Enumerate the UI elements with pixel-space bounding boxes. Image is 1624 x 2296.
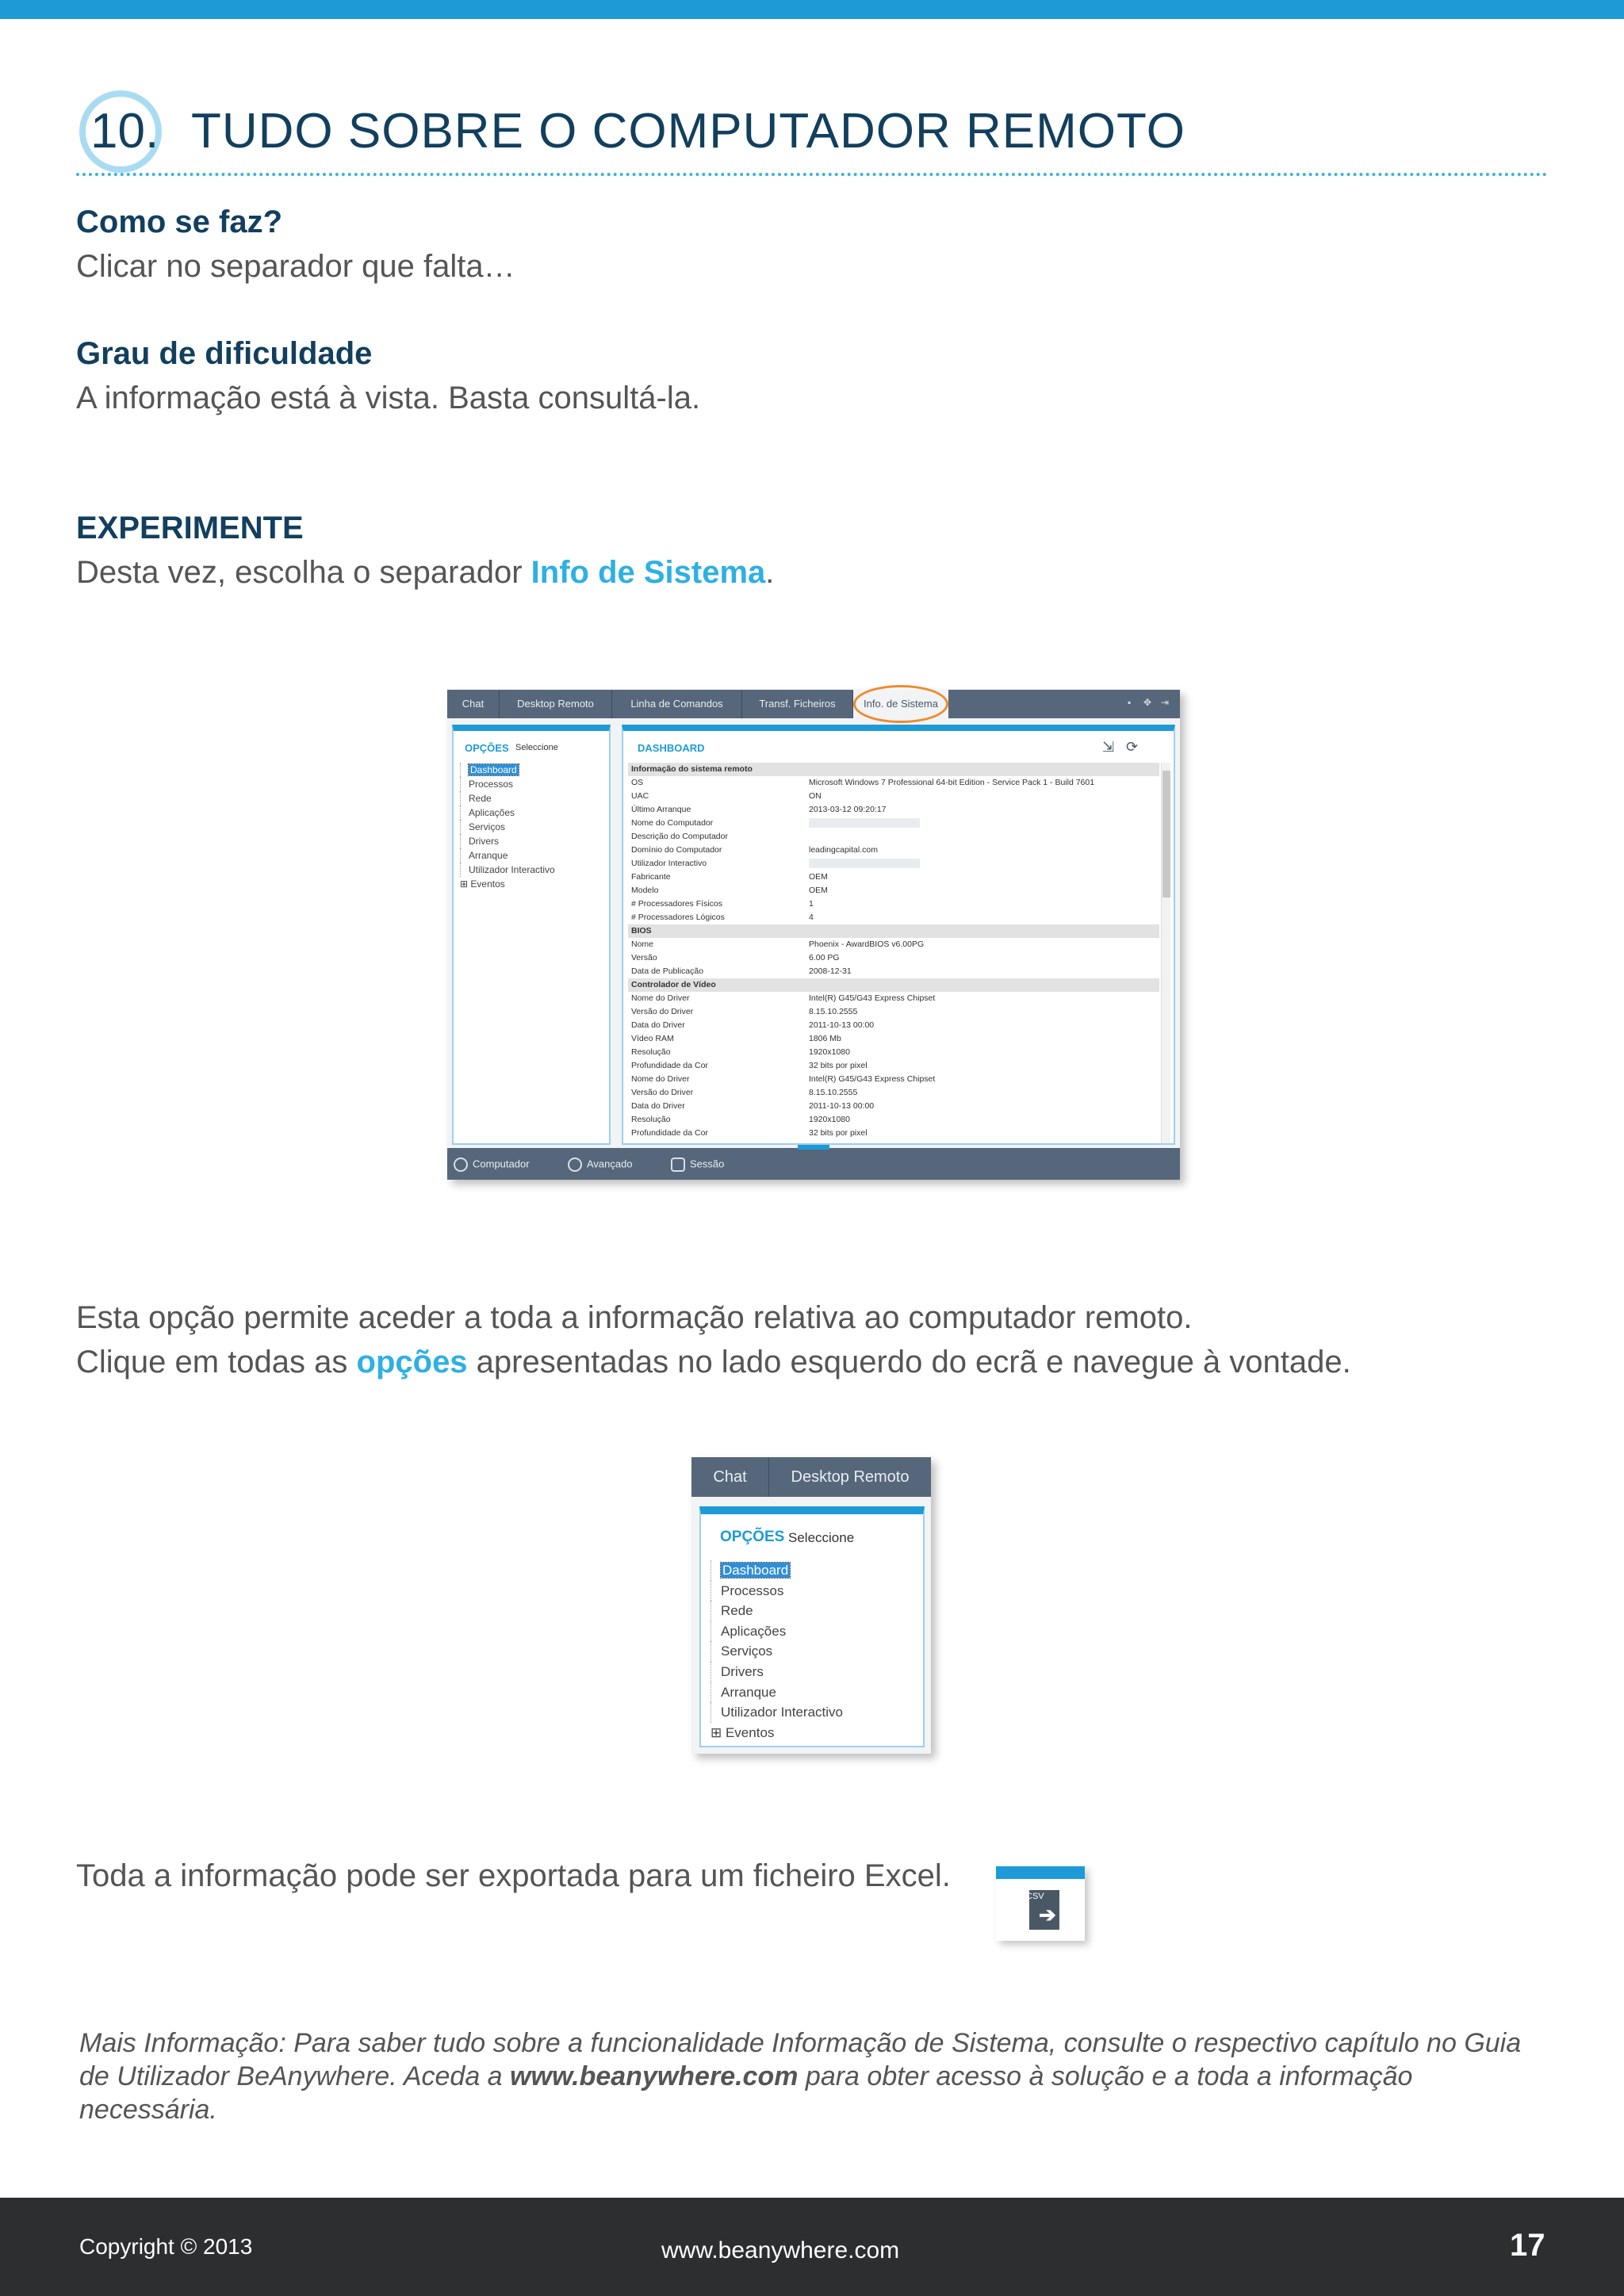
table-row [628,817,1159,830]
fullscreen-icon[interactable]: ✥ [1143,697,1152,708]
table-row [628,1032,1159,1046]
tree-item-rede[interactable] [460,791,555,806]
table-row [628,992,1159,1005]
tree-item-utilizador-interactivo[interactable] [710,1702,843,1723]
table-row [628,857,1159,871]
system-info-screenshot [447,690,1180,1180]
row-key: # Processadores Lógicos [631,913,725,922]
export-text: Toda a informação pode ser exportada para um ficheiro Excel. [76,1858,951,1893]
sessao-button[interactable] [671,1158,724,1172]
csv-label: CSV [1026,1892,1044,1901]
tree-item-dashboard[interactable] [710,1560,843,1581]
difficulty-text: A informação está à vista. Basta consultá-la. [76,381,701,415]
website-link[interactable]: www.beanywhere.com [510,2061,799,2091]
tree-item-aplicacoes[interactable] [710,1621,843,1642]
table-row [628,1019,1159,1032]
tree-item-utilizador-interactivo[interactable] [460,863,555,877]
table-row [628,951,1159,965]
tree-item-label: Drivers [721,1663,764,1679]
row-value: leadingcapital.com [809,845,878,855]
tree-item-processos[interactable] [710,1581,843,1601]
arrow-icon: ➔ [1039,1903,1056,1927]
row-value: OEM [809,886,828,895]
page-title: TUDO SOBRE O COMPUTADOR REMOTO [191,104,1185,159]
table-row [628,830,1159,844]
csv-document-icon [1026,1890,1059,1930]
row-value: 1920x1080 [809,1115,850,1124]
try-heading: EXPERIMENTE [76,511,304,545]
row-value [809,857,920,871]
tree-item-dashboard[interactable] [460,763,555,777]
row-value: 8.15.10.2555 [809,1007,858,1016]
table-row [628,1073,1159,1086]
tree-item-label: Drivers [469,836,499,847]
table-row [628,884,1159,897]
refresh-icon[interactable]: ⟳ [1126,739,1139,755]
desc-highlight: opções [356,1345,468,1380]
avancado-label: Avançado [587,1158,633,1170]
row-key: Informação do sistema remoto [631,764,753,774]
tree-item-label: Serviços [721,1644,773,1659]
table-row [628,1100,1159,1113]
table-section-row [628,978,1159,992]
options-screenshot [691,1457,931,1754]
tree-item-eventos[interactable] [710,1723,843,1743]
options-tree [460,763,555,891]
sessao-label: Sessão [690,1158,725,1170]
highlight-ring [853,685,948,723]
row-value: Intel(R) G45/G43 Express Chipset [809,1074,936,1084]
table-row [628,790,1159,803]
row-value: 2011-10-13 00:00 [809,1020,875,1030]
options-panel [452,725,611,1145]
csv-export-icon [996,1866,1085,1941]
how-text: Clicar no separador que falta… [76,249,515,284]
tab-desktop-remoto[interactable]: Desktop Remoto [791,1468,910,1486]
row-value: 2013-03-12 09:20:17 [809,805,887,814]
tree-item-label: Aplicações [469,807,515,818]
row-key: OS [631,778,644,787]
computador-label: Computador [473,1158,530,1170]
dashboard-panel [622,725,1175,1145]
table-row [628,1113,1159,1127]
tab-linha-de-comandos[interactable]: Linha de Comandos [612,690,742,718]
tree-item-label: Dashboard [470,764,517,775]
row-value: Phoenix - AwardBIOS v6.00PG [809,939,925,949]
table-row [628,1086,1159,1100]
row-key: Fabricante [631,872,671,882]
try-text-before: Desta vez, escolha o separador [76,555,531,590]
pin-icon[interactable]: ⇥ [1161,697,1170,708]
row-value: 32 bits por pixel [809,1128,868,1138]
table-row [628,1127,1159,1140]
row-key: BIOS [631,926,652,936]
row-key: Nome do Computador [631,818,714,828]
row-key: Controlador de Vídeo [631,980,716,989]
footer [0,2198,1624,2296]
tree-item-label: Processos [721,1582,784,1598]
row-key: Versão do Driver [631,1007,694,1016]
tab-bar [447,690,1180,718]
tree-item-label: Eventos [725,1724,775,1740]
page-number: 17 [1510,2228,1545,2263]
tree-item-label: Serviços [469,821,506,832]
gear-icon [568,1158,582,1172]
dotted-divider [76,173,1548,176]
table-section-row [628,924,1159,938]
desc-line2 [76,1345,1351,1380]
bottom-bar [447,1148,1180,1180]
try-text-after: . [765,555,775,590]
table-row [628,897,1159,911]
table-section-row [628,763,1159,776]
table-row [628,871,1159,884]
select-label: Seleccione [515,743,558,752]
tree-item-servicos[interactable] [710,1641,843,1662]
desc-line2-after: apresentadas no lado esquerdo do ecrã e navegue à vontade. [467,1345,1351,1380]
tree-item-drivers[interactable] [460,834,555,848]
options-label: OPÇÕES [720,1529,785,1545]
tree-item-label: Rede [721,1603,753,1619]
section-header [76,86,1551,181]
row-value: 1 [809,899,814,909]
tree-item-aplicacoes[interactable] [460,806,555,820]
computer-icon [454,1158,468,1172]
row-key: Resolução [631,1047,671,1057]
tree-item-rede[interactable] [710,1601,843,1621]
tree-item-label: Arranque [469,850,508,861]
row-value: 4 [809,913,814,922]
scrollbar[interactable] [1161,763,1170,1143]
row-value: Intel(R) G45/G43 Express Chipset [809,993,936,1003]
row-key: # Processadores Físicos [631,899,722,909]
tab-chat[interactable]: Chat [691,1457,769,1497]
row-value: 2011-10-13 00:00 [809,1101,875,1111]
session-icon [671,1158,685,1172]
row-key: Data de Publicação [631,966,704,976]
computador-button[interactable] [454,1158,530,1172]
desc-line1: Esta opção permite aceder a toda a informação relativa ao computador remoto. [76,1300,1193,1335]
row-key: Domínio do Computador [631,845,722,855]
row-key: Profundidade da Cor [631,1128,708,1138]
table-row [628,911,1159,924]
options-tree [710,1560,843,1743]
top-accent-bar [0,0,1624,19]
row-key: Vídeo RAM [631,1034,674,1043]
tree-item-label: Rede [469,793,492,804]
row-key: Profundidade da Cor [631,1061,708,1070]
drag-handle[interactable] [798,1145,829,1150]
export-icon[interactable]: ⇲ [1102,739,1115,755]
table-row [628,803,1159,817]
row-key: Data do Driver [631,1020,685,1030]
row-key: Modelo [631,886,659,895]
redacted-value [809,818,920,828]
more-info-text: Mais Informação: Para saber tudo sobre a funcionalidade Informação de Sistema, consulte o respectivo capítulo no Guia de Utilizador BeAnywhere. Aceda a [79,2028,1522,2091]
table-row [628,1005,1159,1019]
expand-icon[interactable]: ⊞ [460,878,471,890]
options-label: OPÇÕES [465,742,509,754]
system-info-table [628,763,1159,1143]
try-text [76,555,774,591]
row-value: OEM [809,872,828,882]
row-key: Utilizador Interactivo [631,859,707,868]
row-key: Descrição do Computador [631,832,728,841]
difficulty-heading: Grau de dificuldade [76,336,373,371]
tree-item-arranque[interactable] [460,848,555,863]
tab-desktop-remoto[interactable]: Desktop Remoto [500,690,612,718]
row-value: 1806 Mb [809,1034,841,1043]
tab-bar [691,1457,931,1497]
try-highlight: Info de Sistema [530,555,766,590]
redacted-value [809,859,920,868]
options-panel [699,1506,925,1747]
scrollbar-thumb[interactable] [1162,771,1170,897]
copyright: Copyright © 2013 [79,2234,253,2259]
tree-item-arranque[interactable] [710,1682,843,1703]
row-value: 6.00 PG [809,953,840,962]
how-heading: Como se faz? [76,205,283,239]
table-row [628,844,1159,857]
row-value: ON [809,791,822,801]
tree-item-label: Eventos [470,878,505,890]
tree-item-eventos[interactable] [460,877,555,891]
section-number: 10. [90,104,159,159]
row-value: 1920x1080 [809,1047,850,1057]
row-key: UAC [631,791,649,801]
table-row [628,938,1159,951]
table-row [628,965,1159,978]
expand-icon[interactable]: ⊞ [710,1724,726,1740]
row-key: Nome do Driver [631,993,690,1003]
table-row [628,1046,1159,1059]
table-row [628,776,1159,790]
tab-info-de-sistema[interactable]: Info. de Sistema [853,690,948,718]
more-info-text-end: para obter acesso à solução e a toda a informação necessária. [79,2061,1413,2125]
dashboard-title: DASHBOARD [638,742,705,754]
row-value: 32 bits por pixel [809,1061,868,1070]
tree-item-label: Arranque [721,1684,776,1700]
row-key: Versão [631,953,657,962]
select-label: Seleccione [788,1530,855,1545]
tree-item-label: Aplicações [721,1623,787,1639]
footer-url[interactable]: www.beanywhere.com [661,2237,900,2263]
desc-line2-before: Clique em todas as [76,1345,357,1380]
row-key: Resolução [631,1115,671,1124]
row-value: Microsoft Windows 7 Professional 64-bit Edition - Service Pack 1 - Build 7601 [809,778,1095,787]
tree-item-label: Utilizador Interactivo [721,1705,844,1720]
tree-item-label: Utilizador Interactivo [469,864,555,875]
row-value [809,817,920,830]
row-key: Nome do Driver [631,1074,690,1084]
minimize-icon[interactable]: ▪ [1128,697,1132,708]
row-value: 8.15.10.2555 [809,1088,858,1097]
avancado-button[interactable] [568,1158,633,1172]
tree-item-label: Processos [469,779,514,790]
tab-chat[interactable]: Chat [447,690,500,718]
tree-item-processos[interactable] [460,777,555,791]
tab-transf-ficheiros[interactable]: Transf. Ficheiros [742,690,853,718]
tree-item-label: Dashboard [722,1563,789,1578]
more-info [79,2026,1554,2126]
csv-accent-bar [996,1866,1085,1879]
tree-item-servicos[interactable] [460,820,555,834]
row-key: Versão do Driver [631,1088,694,1097]
tree-item-drivers[interactable] [710,1662,843,1682]
row-key: Nome [631,939,654,949]
table-row [628,1059,1159,1073]
row-key: Data do Driver [631,1101,685,1111]
row-value: 2008-12-31 [809,966,852,976]
row-key: Último Arranque [631,805,691,814]
